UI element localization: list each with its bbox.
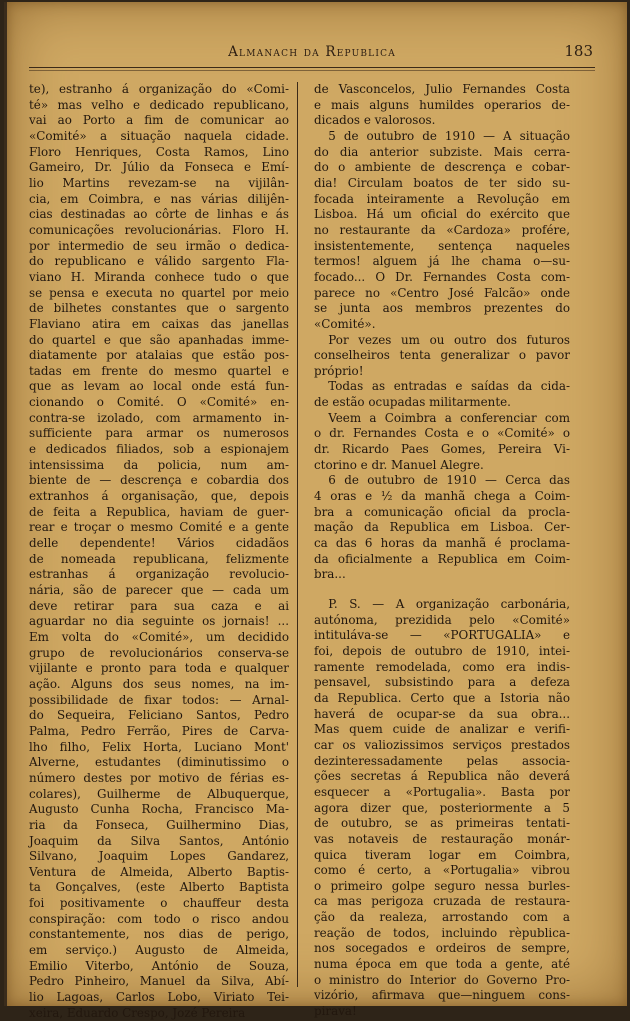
text-line: delle dependente! Vários cidadãos <box>29 536 289 551</box>
text-line: ca das 6 horas da manhã é proclama- <box>314 536 570 551</box>
text-line: próprio! <box>314 363 364 378</box>
text-line: cia, em Coimbra, e nas várias dilijên- <box>29 191 289 206</box>
text-line: Pedro Pinheiro, Manuel da Silva, Abí- <box>29 974 289 989</box>
text-line: «Comité» a situação naquela cidade. <box>29 128 289 143</box>
text-line: foi positivamente o chauffeur desta <box>29 896 289 911</box>
text-line: quica tiveram logar em Coimbra, <box>314 847 570 862</box>
text-line: esquecer a «Portugalia». Basta por <box>314 784 570 799</box>
header-rule <box>29 67 595 68</box>
text-line: em serviço.) Augusto de Almeida, <box>29 943 289 958</box>
text-line: foi, depois de outubro de 1910, intei- <box>314 643 570 658</box>
text-line: agora dizer que, posteriormente a 5 <box>314 800 570 815</box>
text-line: vai ao Porto a fim de comunicar ao <box>29 113 289 128</box>
text-line: por intermedio de seu irmão o dedica- <box>29 238 289 253</box>
text-line: o dr. Fernandes Costa e o «Comité» o <box>314 426 570 441</box>
text-line: de bilhetes constantes que o sargento <box>29 301 289 316</box>
text-line: comunicações revolucionárias. Floro H. <box>29 222 289 237</box>
text-line: de outubro, se as primeiras tentati- <box>314 816 570 831</box>
text-line: extranhos á organisação, que, depois <box>29 489 289 504</box>
text-line: Palma, Pedro Ferrão, Pires de Carva- <box>29 723 289 738</box>
text-line: ções secretas á Republica não deverá <box>314 769 570 784</box>
text-line: deve retirar para sua caza e ai <box>29 598 289 613</box>
text-line: cias destinadas ao côrte de linhas e ás <box>29 207 289 222</box>
text-line: o ministro do Interior do Governo Pro- <box>314 972 570 987</box>
text-line: Mas quem cuide de analizar e verifi- <box>314 722 570 737</box>
text-line: Joaquim da Silva Santos, António <box>29 833 289 848</box>
text-line: xeira, Eduardo Crespo, Jozé Pereira <box>29 1005 246 1020</box>
text-line: se junta aos membros prezentes do <box>314 301 570 316</box>
text-line: dia! Circulam boatos de ter sido su- <box>314 175 570 190</box>
text-line: té» mas velho e dedicado republicano, <box>29 97 289 112</box>
text-line: Silvano, Joaquim Lopes Gandarez, <box>29 849 289 864</box>
text-line: Gameiro, Dr. Júlio da Fonseca e Emí- <box>29 160 289 175</box>
text-line: que as levam ao local onde está fun- <box>29 379 289 394</box>
text-line: do dia anterior subziste. Mais cerra- <box>314 144 570 159</box>
text-line: focada inteiramente a Revolução em <box>314 191 570 206</box>
text-line: Emilio Viterbo, António de Souza, <box>29 958 289 973</box>
text-line: constantemente, nos dias de perigo, <box>29 927 289 942</box>
text-line: nária, são de parecer que — cada um <box>29 583 289 597</box>
text-line: grupo de revolucionários conserva-se <box>29 645 289 660</box>
text-line: numa época em que toda a gente, até <box>314 957 570 972</box>
text-line: Lisboa. Há um oficial do exército que <box>314 207 570 222</box>
text-line: e mais alguns humildes operarios de- <box>314 97 570 112</box>
text-line: aguardar no dia seguinte os jornais! ... <box>29 614 289 629</box>
text-line: e dedicados filiados, sob a espionajem <box>29 442 289 457</box>
text-line: vijilante e pronto para toda e qualquer <box>29 661 289 676</box>
text-line: te), estranho á organização do «Comi- <box>29 82 289 96</box>
book-page <box>4 2 627 1020</box>
text-line: car os valiozissimos serviços prestados <box>314 737 570 752</box>
text-line: Alverne, estudantes (diminutissimo o <box>29 755 289 770</box>
text-line: Todas as entradas e saídas da cida- <box>328 379 570 394</box>
text-line: focado... O Dr. Fernandes Costa com- <box>314 269 570 284</box>
text-line: rear e troçar o mesmo Comité e a gente <box>29 520 289 535</box>
text-line: 4 oras e ½ da manhã chega a Coim- <box>314 489 570 504</box>
text-line: nos socegados e ordeiros de sempre, <box>314 941 570 956</box>
text-line: ta Gonçalves, (este Alberto Baptista <box>29 880 289 895</box>
text-line: diatamente por atalaias que estão pos- <box>29 348 289 363</box>
text-line: Ventura de Almeida, Alberto Baptis- <box>29 864 289 879</box>
text-line: dicados e valorosos. <box>314 113 436 128</box>
text-line: da oficialmente a Republica em Coim- <box>314 551 570 566</box>
text-line: se pensa e executa no quartel por meio <box>29 285 289 300</box>
text-line: Floro Henriques, Costa Ramos, Lino <box>29 144 289 159</box>
text-line: como é certo, a «Portugalia» vibrou <box>314 863 570 878</box>
text-line: reação de todos, incluindo rèpublica- <box>314 925 570 940</box>
text-line: bra... <box>314 567 346 582</box>
text-line: Flaviano atira em caixas das janellas <box>29 316 289 331</box>
text-line: parece no «Centro José Falcão» onde <box>314 285 570 300</box>
text-line: intituláva-se — «PORTUGALIA» e <box>314 628 570 643</box>
text-line: termos! alguem já lhe chama o—su- <box>314 254 570 269</box>
text-line: autónoma, prezidida pelo «Comité» <box>314 612 570 627</box>
text-line: P. S. — A organização carbonária, <box>328 597 570 611</box>
column-divider <box>297 82 298 987</box>
text-line: insistentemente, sentença naqueles <box>314 238 570 253</box>
text-line: ca mas perigoza cruzada de restaura- <box>314 894 570 909</box>
text-line: 6 de outubro de 1910 — Cerca das <box>328 473 570 488</box>
text-line: lho filho, Felix Horta, Luciano Mont' <box>29 739 289 754</box>
text-line: o primeiro golpe seguro nessa burles- <box>314 878 570 893</box>
text-line: haverá de ocupar-se da sua obra... <box>314 706 570 721</box>
text-line: cionando o Comité. O «Comité» en- <box>29 395 289 410</box>
text-line: vas notaveis de restauração monár- <box>314 831 570 846</box>
text-line: intensissima da policia, num am- <box>29 457 289 472</box>
page-header <box>27 42 597 66</box>
text-line: Augusto Cunha Rocha, Francisco Ma- <box>29 802 289 817</box>
text-line: vizório, afirmava que—ninguem cons- <box>314 988 570 1003</box>
header-rule-thin <box>29 70 595 71</box>
text-line: de Vasconcelos, Julio Fernandes Costa <box>314 82 570 96</box>
text-line: Em volta do «Comité», um decidido <box>29 629 289 644</box>
text-line: no restaurante da «Cardoza» profére, <box>314 222 570 237</box>
text-line: ria da Fonseca, Guilhermino Dias, <box>29 817 289 832</box>
text-line: do quartel e que são apanhadas imme- <box>29 332 289 347</box>
text-line: de estão ocupadas militarmente. <box>314 395 511 410</box>
text-line: tadas em frente do mesmo quartel e <box>29 363 289 378</box>
text-line: dr. Ricardo Paes Gomes, Pereira Vi- <box>314 442 570 457</box>
text-line: do republicano e válido sargento Fla- <box>29 254 289 269</box>
text-line: número destes por motivo de férias es- <box>29 770 289 785</box>
text-line: ctorino e dr. Manuel Alegre. <box>314 457 484 472</box>
text-line: lio Lagoas, Carlos Lobo, Viriato Tei- <box>29 990 289 1005</box>
text-line: contra-se izolado, com armamento in- <box>29 410 289 425</box>
page-number: 183 <box>564 42 593 60</box>
text-line: ação. Alguns dos seus nomes, na im- <box>29 676 289 691</box>
text-line: sufficiente para armar os numerosos <box>29 426 289 441</box>
text-line: de nomeada republicana, felizmente <box>29 551 289 566</box>
text-line: pensavel, subsistindo para a defeza <box>314 675 570 690</box>
running-title: Almanach da Republica <box>228 44 396 60</box>
text-line: estranhas á organização revolucio- <box>29 567 289 582</box>
text-line: Veem a Coimbra a conferenciar com <box>328 410 570 425</box>
text-line: Por vezes um ou outro dos futuros <box>328 332 570 347</box>
text-line: mação da Republica em Lisboa. Cer- <box>314 520 570 535</box>
text-line: ramente remodelada, como era indis- <box>314 659 570 674</box>
text-line: ção da realeza, arrostando com a <box>314 910 570 925</box>
text-line: conspiração: com todo o risco andou <box>29 911 289 926</box>
text-line: de feita a Republica, haviam de guer- <box>29 504 289 519</box>
text-line: colares), Guilherme de Albuquerque, <box>29 786 289 801</box>
text-line: do o ambiente de descrença e cobar- <box>314 160 570 175</box>
text-line: pirava! <box>314 1004 357 1019</box>
text-line: do Sequeira, Feliciano Santos, Pedro <box>29 708 289 723</box>
text-line: viano H. Miranda conhece tudo o que <box>29 269 289 284</box>
right-column <box>314 82 570 1020</box>
left-column <box>29 82 289 1021</box>
text-line: biente de — descrença e cobardia dos <box>29 473 289 488</box>
text-line: 5 de outubro de 1910 — A situação <box>328 128 570 143</box>
text-line: conselheiros tenta generalizar o pavor <box>314 348 570 363</box>
text-line: da Republica. Certo que a Istoria não <box>314 690 570 705</box>
text-line: possibilidade de fixar todos: — Arnal- <box>29 692 289 707</box>
text-line: dezinteressadamente pelas associa- <box>314 753 570 768</box>
text-line: lio Martins revezam-se na vijilân- <box>29 175 289 190</box>
text-line: «Comité». <box>314 316 376 331</box>
text-line: bra a comunicação oficial da procla- <box>314 504 570 519</box>
